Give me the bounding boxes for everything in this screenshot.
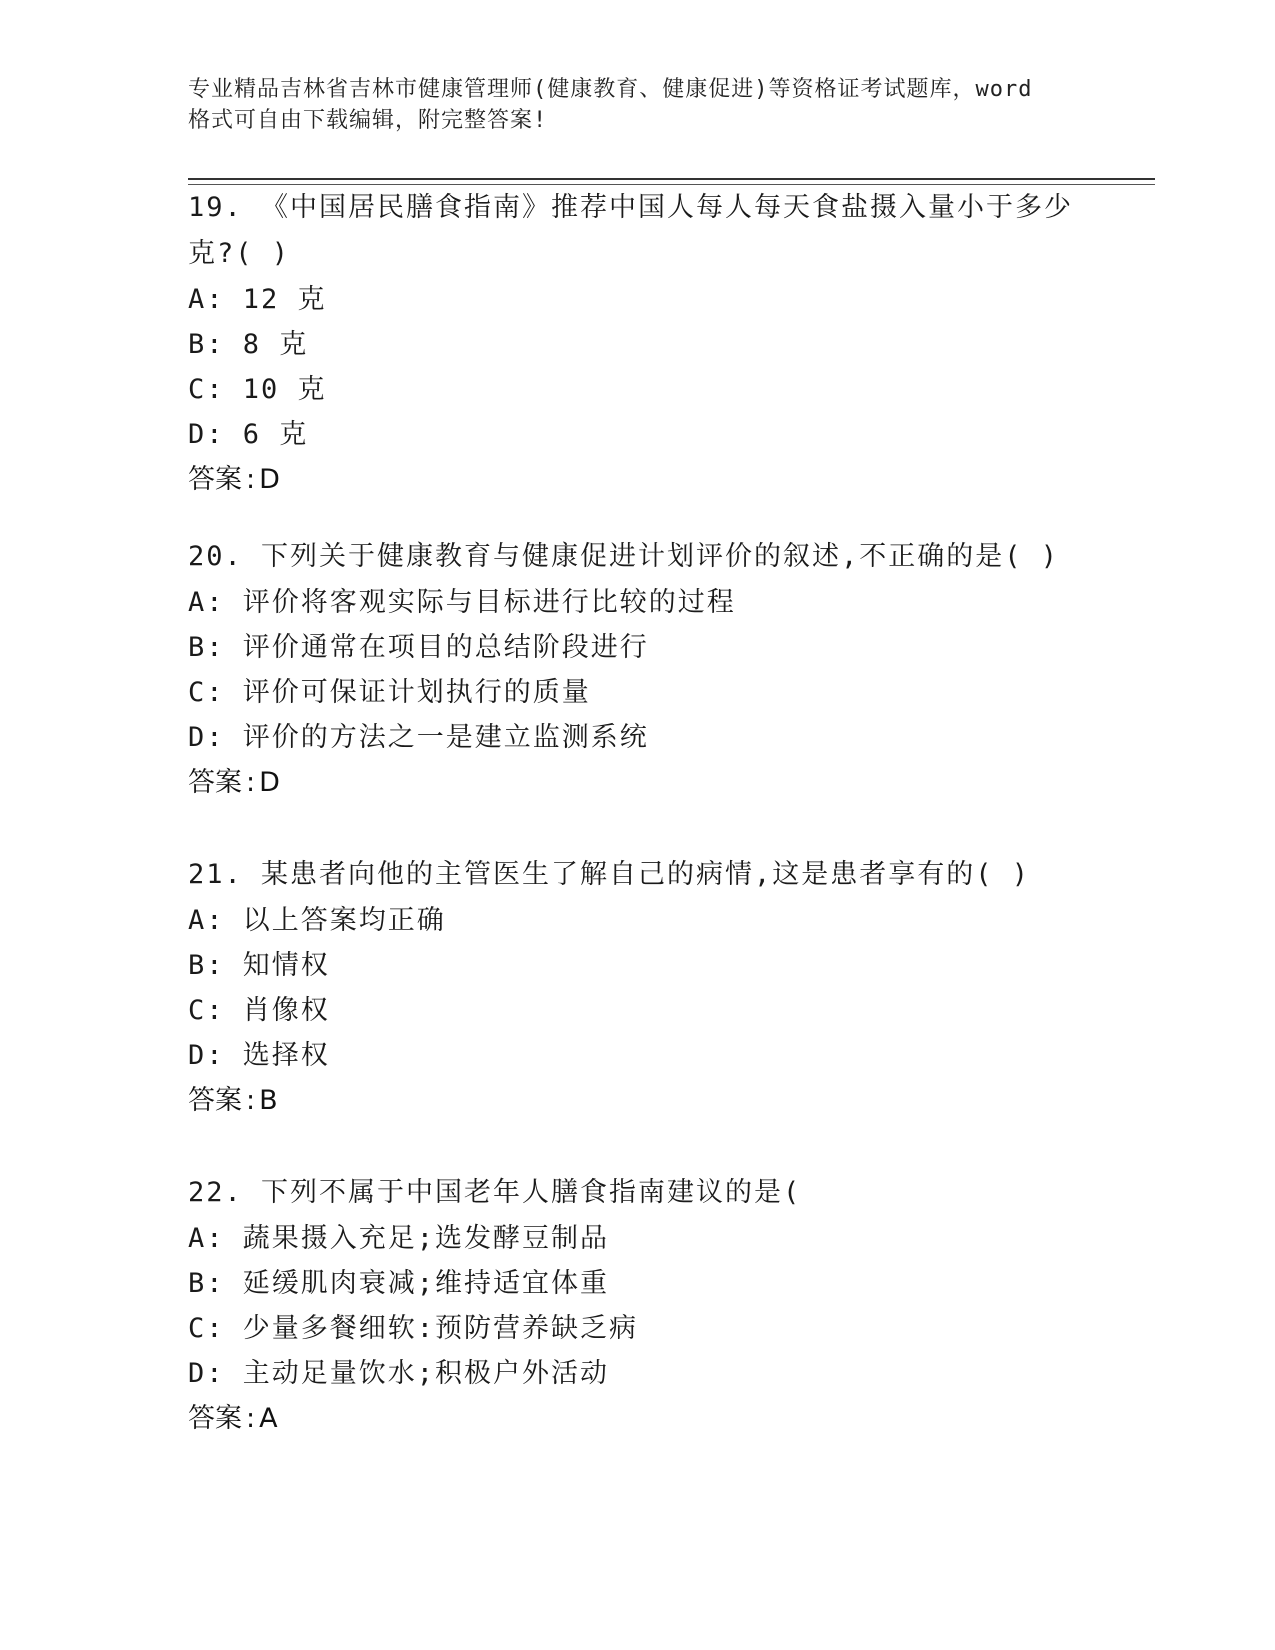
option-c: C: 少量多餐细软:预防营养缺乏病	[188, 1313, 639, 1344]
option-c: C: 10 克	[188, 374, 327, 405]
header-line-1: 专业精品吉林省吉林市健康管理师(健康教育、健康促进)等资格证考试题库，word	[188, 77, 1033, 102]
answer-line: 答案 : D	[188, 767, 280, 798]
option-c: C: 肖像权	[188, 995, 330, 1026]
answer-value: B	[259, 1085, 278, 1116]
question-stem: 19. 《中国居民膳食指南》推荐中国人每人每天食盐摄入量小于多少	[188, 192, 1074, 223]
option-d: D: 选择权	[188, 1040, 330, 1071]
answer-label: 答案	[188, 464, 242, 495]
answer-line: 答案 : D	[188, 464, 280, 495]
option-d: D: 评价的方法之一是建立监测系统	[188, 722, 649, 753]
option-d: D: 6 克	[188, 419, 309, 450]
question-19	[188, 185, 1088, 503]
question-stem: 20. 下列关于健康教育与健康促进计划评价的叙述,不正确的是( )	[188, 541, 1060, 572]
question-stem: 22. 下列不属于中国老年人膳食指南建议的是(	[188, 1177, 802, 1208]
option-b: B: 8 克	[188, 329, 309, 360]
option-b: B: 延缓肌肉衰减;维持适宜体重	[188, 1268, 610, 1299]
question-stem: 21. 某患者向他的主管医生了解自己的病情,这是患者享有的( )	[188, 859, 1031, 890]
option-a: A: 蔬果摄入充足;选发酵豆制品	[188, 1223, 610, 1254]
option-a: A: 12 克	[188, 284, 327, 315]
header-divider-thick	[188, 178, 1155, 180]
option-a: A: 以上答案均正确	[188, 905, 446, 936]
answer-value: D	[259, 464, 280, 495]
answer-value: D	[259, 767, 280, 798]
option-c: C: 评价可保证计划执行的质量	[188, 677, 591, 708]
document-header	[188, 74, 1118, 136]
option-d: D: 主动足量饮水;积极户外活动	[188, 1358, 610, 1389]
answer-line: 答案 : B	[188, 1085, 278, 1116]
question-20	[188, 534, 1088, 806]
question-22	[188, 1170, 1088, 1442]
option-b: B: 知情权	[188, 950, 330, 981]
header-line-2: 格式可自由下载编辑，附完整答案!	[188, 108, 548, 133]
option-a: A: 评价将客观实际与目标进行比较的过程	[188, 587, 736, 618]
question-stem-continued: 克?( )	[188, 238, 291, 269]
answer-label: 答案	[188, 1403, 242, 1434]
answer-value: A	[259, 1403, 278, 1434]
answer-label: 答案	[188, 1085, 242, 1116]
question-21	[188, 852, 1088, 1124]
answer-label: 答案	[188, 767, 242, 798]
answer-line: 答案 : A	[188, 1403, 278, 1434]
option-b: B: 评价通常在项目的总结阶段进行	[188, 632, 649, 663]
